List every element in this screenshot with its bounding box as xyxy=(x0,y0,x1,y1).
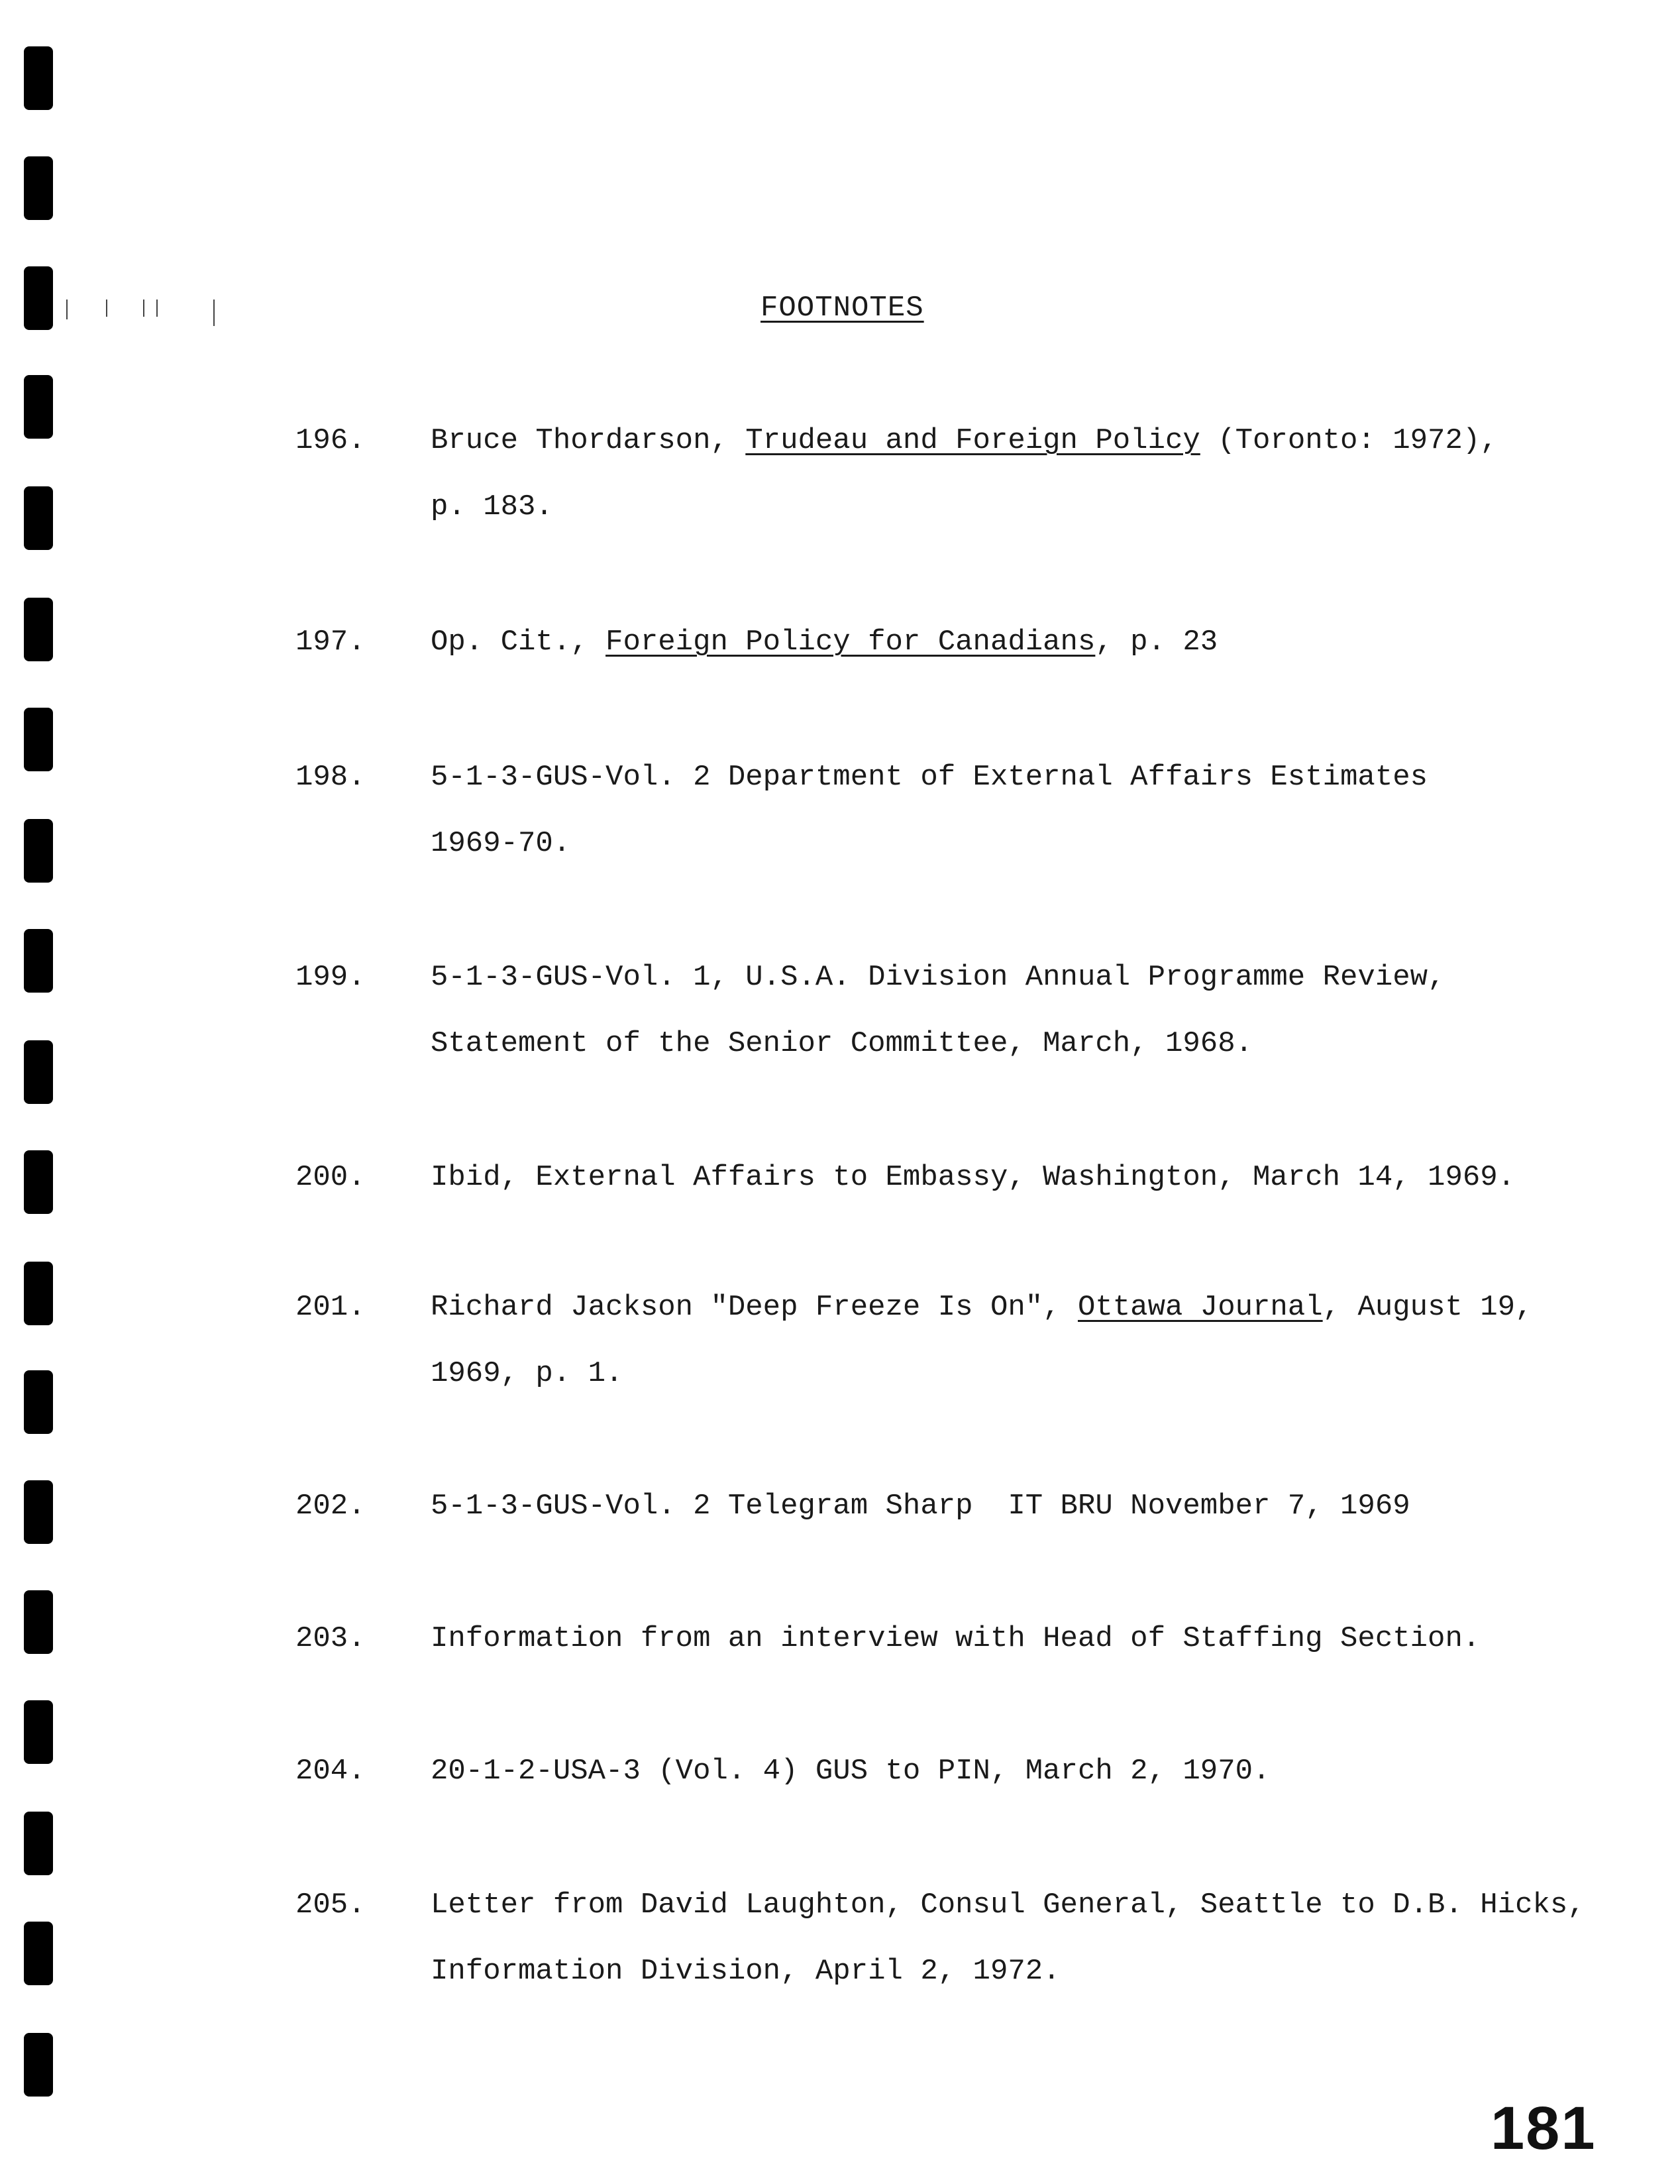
footnote-text-segment: Letter from David Laughton, Consul General, Seattle to D.B. Hicks, xyxy=(431,1888,1585,1922)
footnote-text-segment: 5-1-3-GUS-Vol. 1, U.S.A. Division Annual Programme Review, xyxy=(431,961,1445,994)
footnote-text-segment: Op. Cit., xyxy=(431,626,606,659)
scan-tick-mark xyxy=(106,300,107,317)
footnote-text-line xyxy=(431,1755,1270,1788)
punch-mark xyxy=(24,1370,53,1434)
footnote-text-segment: 1969-70. xyxy=(431,827,571,860)
punch-mark xyxy=(24,1922,53,1985)
punch-mark xyxy=(24,1700,53,1764)
footnote-text-segment: Richard Jackson "Deep Freeze Is On", xyxy=(431,1291,1078,1324)
scan-tick-mark xyxy=(156,300,158,317)
punch-mark xyxy=(24,929,53,993)
punch-mark xyxy=(24,1812,53,1875)
footnote-number: 203. xyxy=(295,1622,366,1655)
footnote-text-line xyxy=(431,1490,1410,1523)
footnote-text-segment: 1969, p. 1. xyxy=(431,1357,623,1390)
punch-mark xyxy=(24,708,53,771)
footnote-text-segment: 5-1-3-GUS-Vol. 2 Department of External Affairs Estimates xyxy=(431,761,1428,794)
footnote-text-line xyxy=(431,1888,1585,1922)
page-number: 181 xyxy=(1491,2095,1597,2162)
footnote-text-segment: Information from an interview with Head of Staffing Section. xyxy=(431,1622,1481,1655)
punch-mark xyxy=(24,486,53,550)
punch-mark xyxy=(24,598,53,661)
footnote-number: 205. xyxy=(295,1888,366,1922)
footnote-text-segment: , August 19, xyxy=(1322,1291,1533,1324)
footnote-number: 200. xyxy=(295,1161,366,1194)
footnote-text-line xyxy=(431,626,1218,659)
footnote-text-segment: Information Division, April 2, 1972. xyxy=(431,1955,1061,1988)
footnote-text-line xyxy=(431,1161,1515,1194)
footnote-text-segment: 20-1-2-USA-3 (Vol. 4) GUS to PIN, March 2, 1970. xyxy=(431,1755,1271,1788)
punch-mark xyxy=(24,2033,53,2097)
punch-mark xyxy=(24,819,53,883)
scan-tick-mark xyxy=(213,300,215,326)
footnote-text-line xyxy=(431,1291,1533,1324)
underlined-title: Ottawa Journal xyxy=(1077,1291,1323,1324)
footnote-text-line xyxy=(431,1622,1480,1655)
underlined-title: Foreign Policy for Canadians xyxy=(605,626,1096,659)
punch-mark xyxy=(24,375,53,439)
footnote-number: 196. xyxy=(295,424,366,457)
footnote-text-segment: Statement of the Senior Committee, March, 1968. xyxy=(431,1027,1253,1060)
footnote-text-segment: , p. 23 xyxy=(1095,626,1218,659)
scan-tick-mark xyxy=(66,300,68,319)
underlined-title: Trudeau and Foreign Policy xyxy=(745,424,1200,457)
page-title: FOOTNOTES xyxy=(761,292,924,325)
punch-mark xyxy=(24,46,53,110)
footnote-text-line xyxy=(431,1027,1253,1060)
footnote-text-line xyxy=(431,1357,623,1390)
punch-mark xyxy=(24,156,53,220)
footnote-number: 197. xyxy=(295,626,366,659)
footnote-number: 201. xyxy=(295,1291,366,1324)
footnote-number: 199. xyxy=(295,961,366,994)
punch-mark xyxy=(24,266,53,330)
footnote-text-segment: Ibid, External Affairs to Embassy, Washington, March 14, 1969. xyxy=(431,1161,1516,1194)
footnote-text-line xyxy=(431,490,553,523)
footnote-text-line xyxy=(431,424,1498,457)
scan-tick-mark xyxy=(143,300,144,317)
punch-mark xyxy=(24,1040,53,1104)
footnote-text-line xyxy=(431,761,1428,794)
footnote-text-segment: 5-1-3-GUS-Vol. 2 Telegram Sharp IT BRU November 7, 1969 xyxy=(431,1490,1410,1523)
footnote-number: 204. xyxy=(295,1755,366,1788)
punch-mark xyxy=(24,1150,53,1214)
footnote-number: 198. xyxy=(295,761,366,794)
punch-mark xyxy=(24,1480,53,1544)
punch-mark xyxy=(24,1590,53,1654)
punch-mark xyxy=(24,1262,53,1325)
footnote-text-line xyxy=(431,961,1445,994)
footnote-text-segment: p. 183. xyxy=(431,490,553,523)
footnote-text-line xyxy=(431,827,570,860)
footnote-number: 202. xyxy=(295,1490,366,1523)
footnote-text-segment: (Toronto: 1972), xyxy=(1200,424,1498,457)
footnote-text-segment: Bruce Thordarson, xyxy=(431,424,746,457)
footnote-text-line xyxy=(431,1955,1061,1988)
